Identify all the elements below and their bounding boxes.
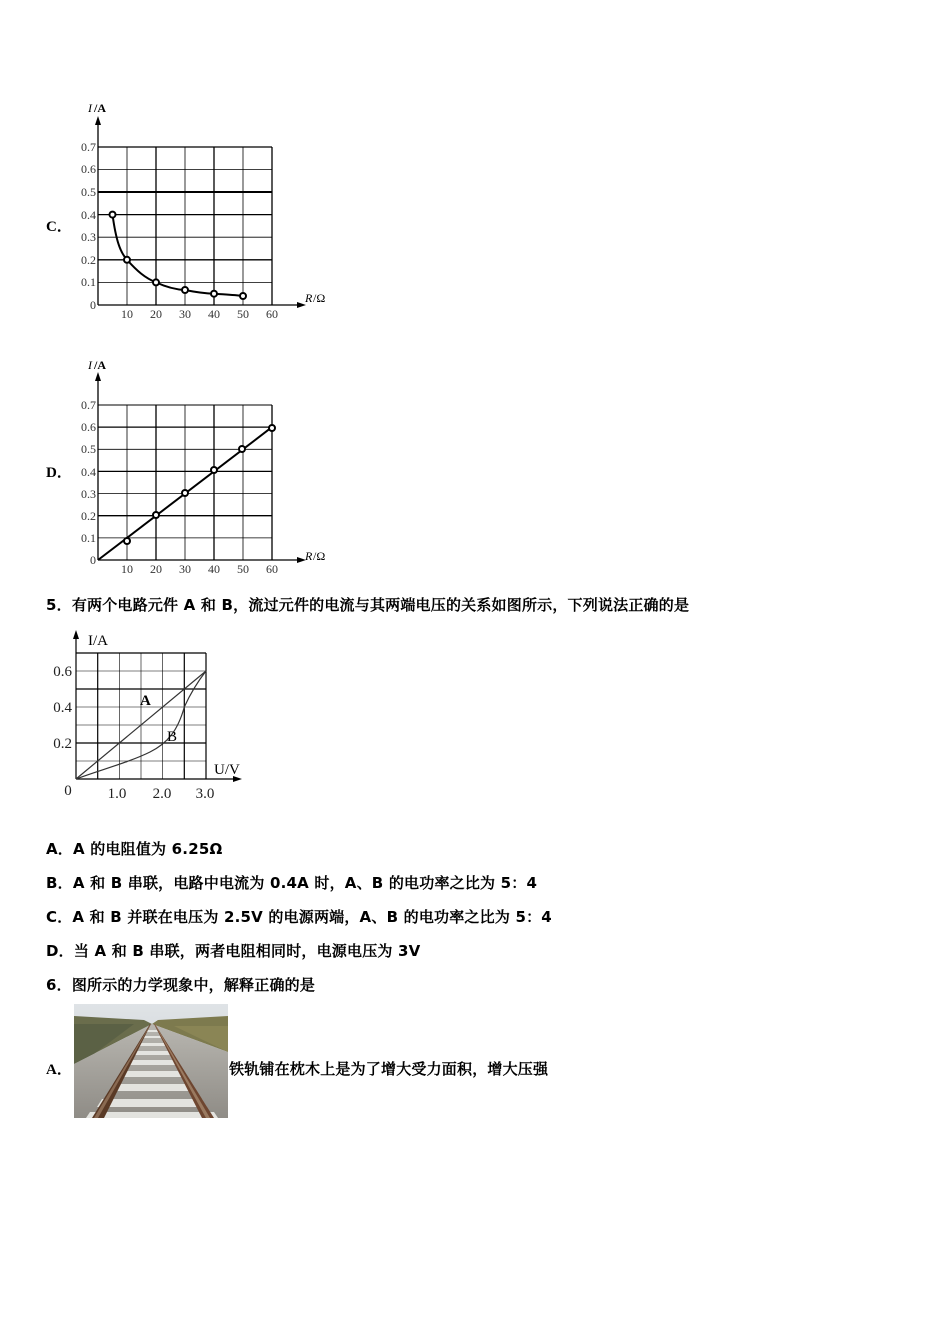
q5-option-a[interactable] <box>46 838 222 859</box>
railway-track-photo <box>74 1004 228 1118</box>
option-d-chart <box>70 352 340 577</box>
svg-text:/Ω: /Ω <box>313 549 326 563</box>
svg-text:3.0: 3.0 <box>195 786 215 802</box>
axes <box>76 636 236 779</box>
data-points <box>110 212 247 299</box>
svg-text:0.1: 0.1 <box>81 531 96 545</box>
svg-text:40: 40 <box>208 562 220 576</box>
q5-chart <box>44 625 254 805</box>
q5-option-c-text: A 和 B 并联在电压为 2.5V 的电源两端，A、B 的电功率之比为 5：4 <box>72 908 552 926</box>
svg-text:0: 0 <box>90 298 96 312</box>
svg-text:50: 50 <box>237 562 249 576</box>
y-axis-label: I <box>88 101 92 115</box>
y-axis-label: I <box>88 358 92 372</box>
q5-option-a-label: A． <box>46 840 74 858</box>
q5-option-d-text: 当 A 和 B 串联，两者电阻相同时，电源电压为 3V <box>73 942 421 960</box>
question-6-stem: 6．图所示的力学现象中，解释正确的是 <box>46 976 316 994</box>
question-5-stem: 5．有两个电路元件 A 和 B，流过元件的电流与其两端电压的关系如图所示，下列说法正确的是 <box>46 596 690 614</box>
option-d-label: D． <box>46 465 72 481</box>
y-axis-label: I/A <box>88 633 108 649</box>
y-axis-arrow <box>95 116 101 125</box>
svg-text:0.7: 0.7 <box>81 140 96 154</box>
grid <box>98 405 272 560</box>
x-tick-labels <box>108 786 215 802</box>
svg-text:0: 0 <box>90 553 96 567</box>
q5-option-a-text: A 的电阻值为 6.25Ω <box>73 840 223 858</box>
svg-text:0.6: 0.6 <box>53 664 72 680</box>
svg-text:50: 50 <box>237 307 249 321</box>
q5-option-d-label: D． <box>46 942 74 960</box>
series-a-label: A <box>140 693 151 709</box>
svg-text:20: 20 <box>150 307 162 321</box>
q6-option-a-label: A． <box>46 1062 72 1078</box>
svg-text:/A: /A <box>94 101 106 115</box>
origin-label: 0 <box>64 783 72 799</box>
svg-text:0.5: 0.5 <box>81 185 96 199</box>
series-b-label: B <box>167 729 178 745</box>
svg-text:0.6: 0.6 <box>81 162 96 176</box>
y-tick-labels <box>81 140 96 312</box>
svg-text:20: 20 <box>150 562 162 576</box>
x-axis-label: R <box>305 549 313 563</box>
axes <box>98 122 300 305</box>
svg-text:60: 60 <box>266 307 278 321</box>
q5-option-b[interactable] <box>46 872 537 893</box>
option-c-chart <box>70 95 340 325</box>
svg-text:10: 10 <box>121 307 133 321</box>
svg-text:0.1: 0.1 <box>81 275 96 289</box>
svg-text:0.4: 0.4 <box>53 700 72 716</box>
grid <box>98 147 272 305</box>
y-axis-arrow <box>73 630 79 639</box>
svg-text:0.2: 0.2 <box>53 736 72 752</box>
y-tick-labels <box>53 664 72 752</box>
svg-text:/Ω: /Ω <box>313 291 326 305</box>
y-tick-labels <box>81 398 96 567</box>
x-tick-labels <box>121 562 278 576</box>
svg-text:0.7: 0.7 <box>81 398 96 412</box>
svg-text:10: 10 <box>121 562 133 576</box>
svg-text:0.2: 0.2 <box>81 509 96 523</box>
q5-option-d[interactable] <box>46 940 420 961</box>
svg-text:60: 60 <box>266 562 278 576</box>
y-axis-arrow <box>95 372 101 381</box>
option-c-label: C． <box>46 219 72 235</box>
svg-text:40: 40 <box>208 307 220 321</box>
svg-text:0.3: 0.3 <box>81 487 96 501</box>
svg-text:30: 30 <box>179 562 191 576</box>
svg-text:0.4: 0.4 <box>81 208 96 222</box>
svg-text:0.5: 0.5 <box>81 442 96 456</box>
svg-text:2.0: 2.0 <box>152 786 172 802</box>
svg-text:0.4: 0.4 <box>81 465 96 479</box>
q5-option-b-text: A 和 B 串联，电路中电流为 0.4A 时，A、B 的电功率之比为 5：4 <box>72 874 538 892</box>
q5-option-b-label: B． <box>46 874 73 892</box>
grid <box>76 653 206 779</box>
svg-text:/A: /A <box>94 358 106 372</box>
svg-text:0.2: 0.2 <box>81 253 96 267</box>
svg-text:0.6: 0.6 <box>81 420 96 434</box>
q5-option-c[interactable] <box>46 906 552 927</box>
svg-text:30: 30 <box>179 307 191 321</box>
x-tick-labels <box>121 307 278 321</box>
q5-option-c-label: C． <box>46 908 73 926</box>
q6-option-a-text: 铁轨铺在枕木上是为了增大受力面积，增大压强 <box>229 1060 549 1078</box>
svg-text:0.3: 0.3 <box>81 230 96 244</box>
svg-text:1.0: 1.0 <box>107 786 127 802</box>
curve-i-r <box>113 215 244 296</box>
x-axis-label: U/V <box>214 762 240 778</box>
x-axis-label: R <box>305 291 313 305</box>
